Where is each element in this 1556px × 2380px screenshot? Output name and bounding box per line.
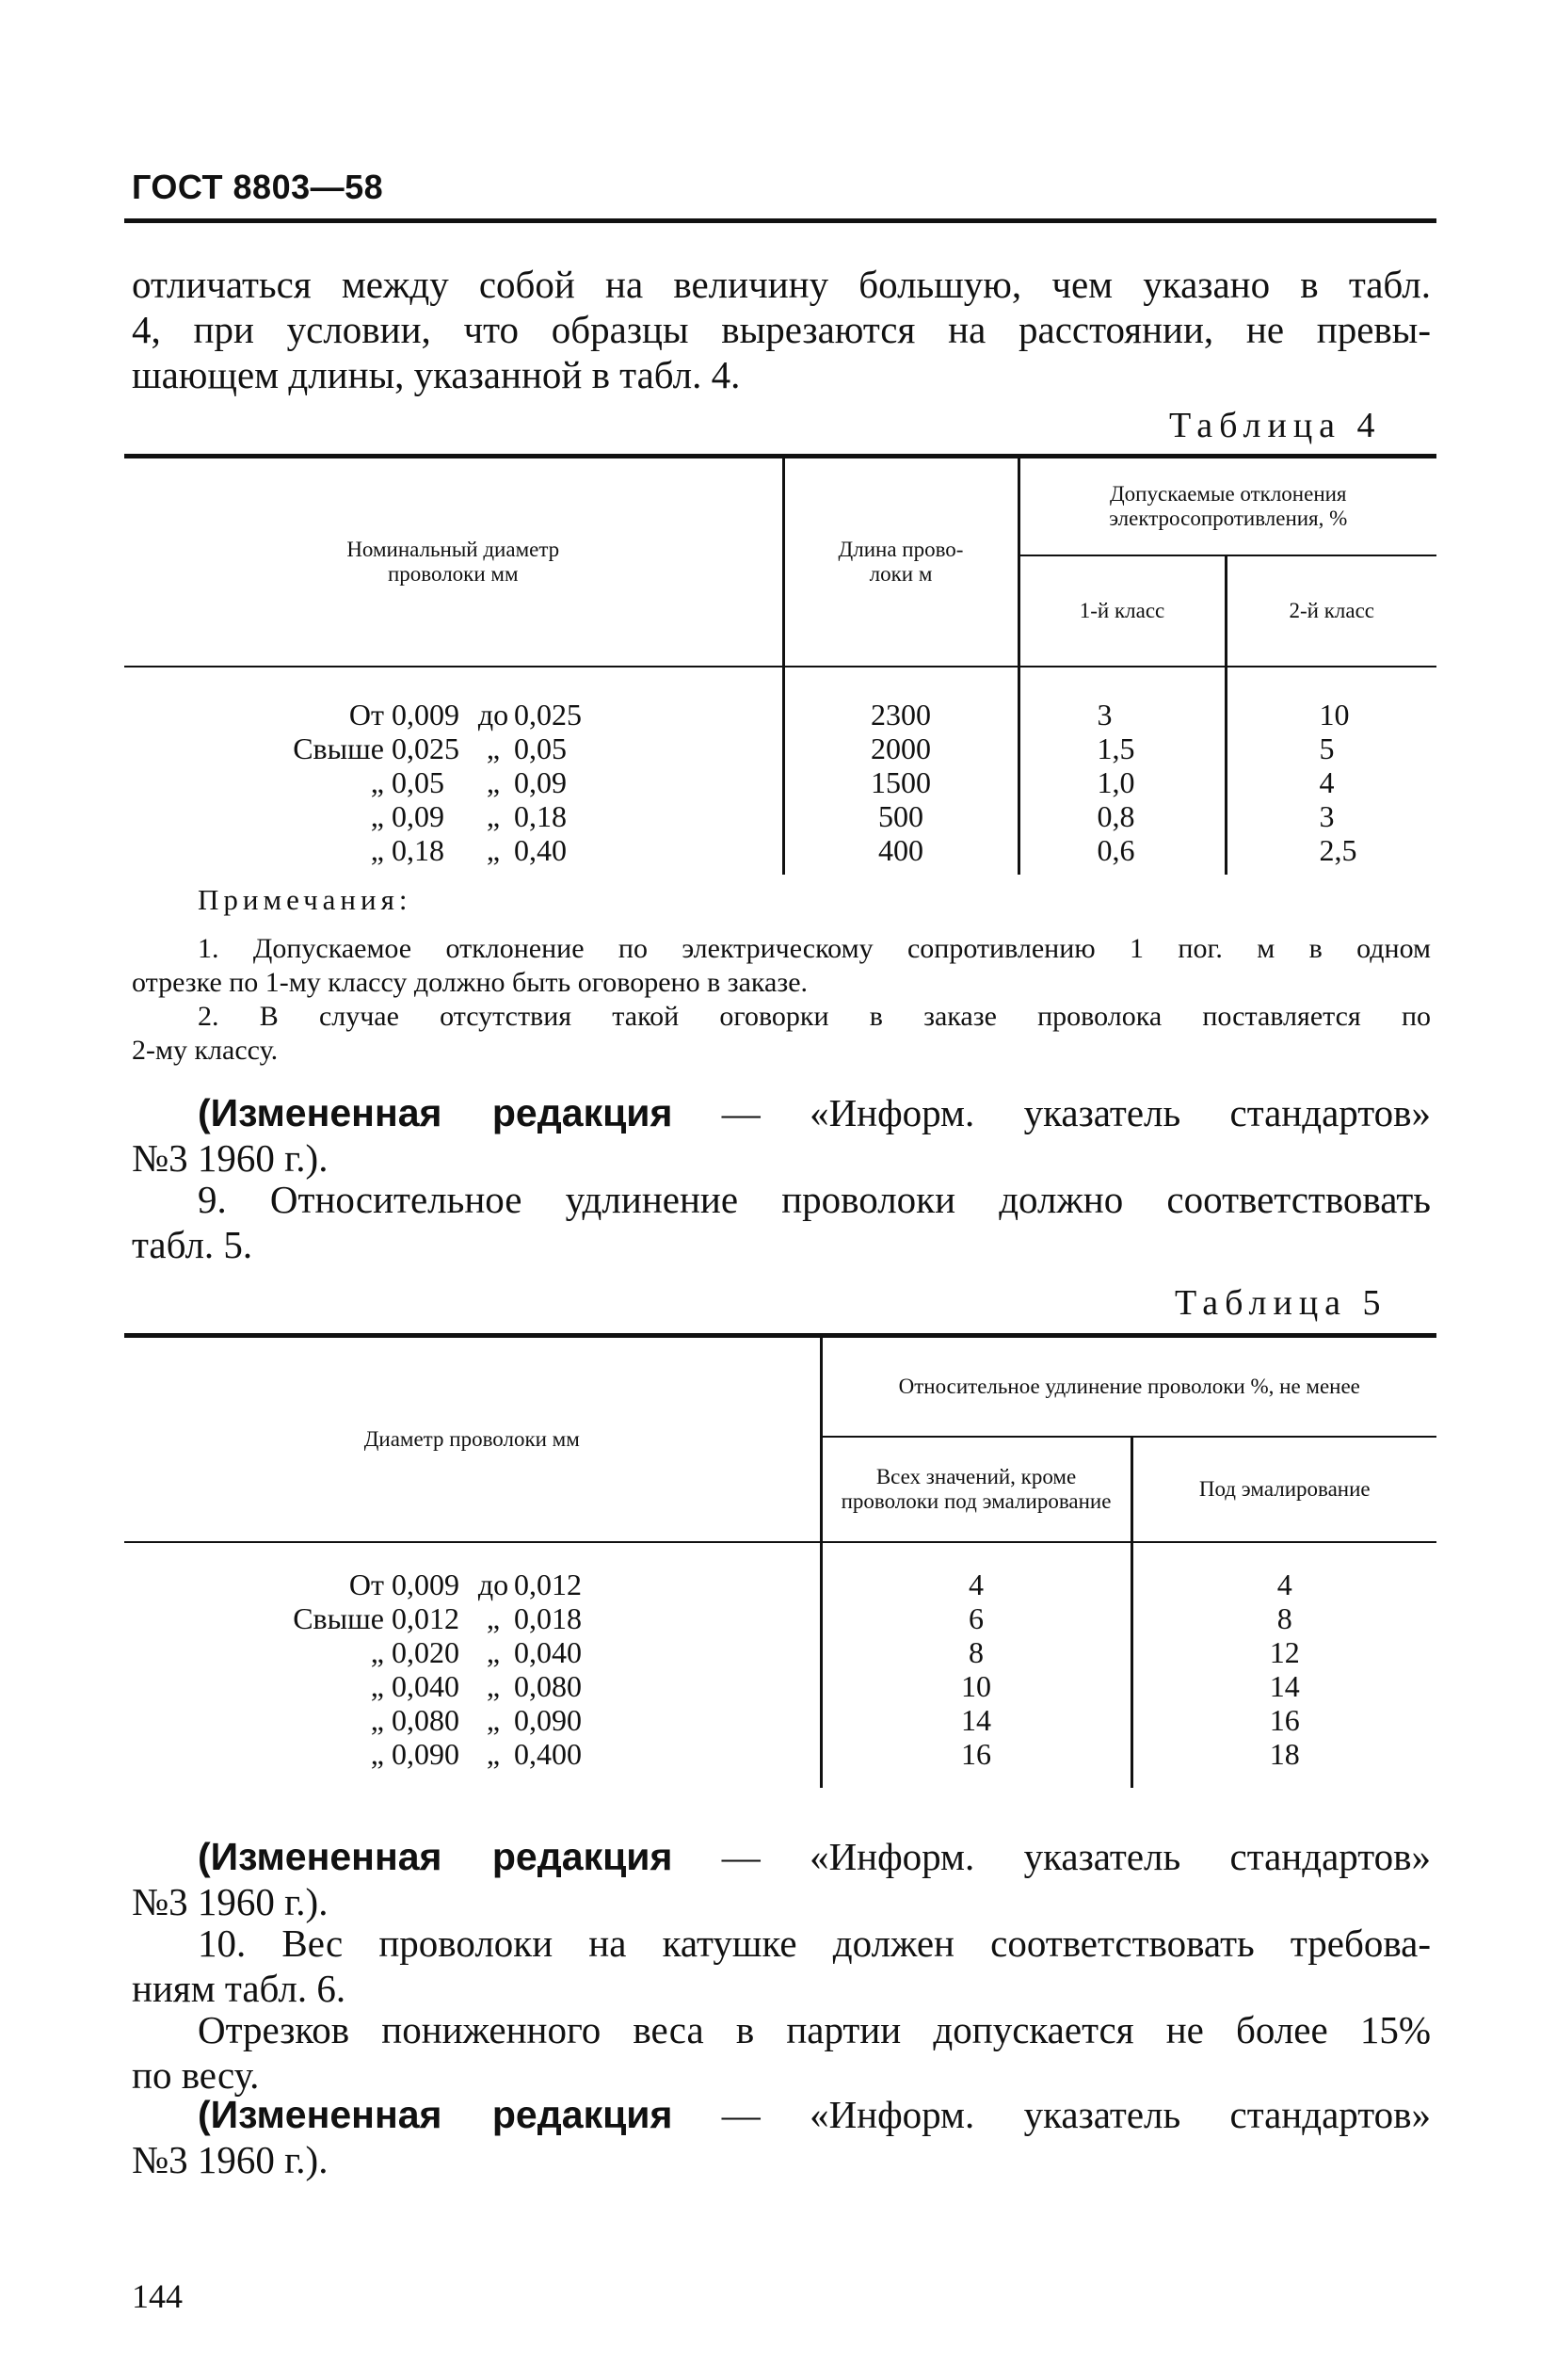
item-10 (132, 1921, 1431, 2011)
elongation-enamel-value: 4 (1276, 1568, 1292, 1601)
amendment-date: №3 1960 г.). (132, 1880, 329, 1923)
note-line: 2-му классу. (132, 1035, 279, 1066)
document-header: ГОСТ 8803—58 (132, 168, 384, 206)
class2-deviation-value: 4 (1319, 765, 1335, 799)
class2-deviation-value: 3 (1319, 799, 1335, 833)
diameter-prefix: От (348, 698, 384, 732)
table4-diameter-cell (124, 667, 783, 875)
amendment-bold: (Измененная редакция (198, 1835, 673, 1878)
diameter-prefix: От (348, 1568, 384, 1601)
class2-deviation-value: 5 (1319, 732, 1335, 765)
diameter-to: 0,05 (514, 732, 567, 765)
diameter-from: 0,009 (392, 1568, 459, 1601)
amendment-date: №3 1960 г.). (132, 2138, 329, 2181)
class1-deviation-value: 1,0 (1097, 765, 1135, 799)
amendment-date: №3 1960 г.). (132, 1136, 329, 1180)
diameter-range (256, 799, 782, 833)
diameter-from: 0,09 (392, 799, 444, 833)
diameter-sep: „ (486, 1635, 501, 1669)
diameter-range (256, 1737, 820, 1771)
diameter-sep: „ (486, 1669, 501, 1703)
diameter-from: 0,040 (392, 1669, 459, 1703)
item-9-line: 9. Относительное удлинение проволоки должно соответствовать (198, 1178, 1431, 1221)
elongation-enamel-value: 16 (1269, 1703, 1300, 1737)
table5-all-cell (821, 1542, 1131, 1788)
table4-header-class1: 1-й класс (1019, 555, 1226, 667)
page-number: 144 (132, 2277, 183, 2315)
diameter-from: 0,090 (392, 1737, 459, 1771)
diameter-range (256, 1669, 820, 1703)
wire-length-value: 400 (878, 833, 923, 867)
note-line: 2. В случае отсутствия такой оговорки в заказе проволока поставляется по (198, 1001, 1431, 1032)
table5 (124, 1333, 1436, 1788)
class1-deviation-value: 0,8 (1097, 799, 1135, 833)
diameter-sep: „ (486, 765, 501, 799)
amendment-bold: (Измененная редакция (198, 2093, 673, 2136)
elongation-all-value: 6 (969, 1601, 984, 1635)
table5-header-all: Всех значений, кроме проволоки под эмалирование (821, 1437, 1131, 1542)
intro-paragraph (132, 262, 1431, 397)
elongation-enamel-value: 8 (1276, 1601, 1292, 1635)
wire-length-value: 2300 (871, 698, 931, 732)
amendment-1 (132, 1090, 1431, 1181)
cuts-line: по весу. (132, 2053, 260, 2097)
intro-line: шающем длины, указанной в табл. 4. (132, 353, 741, 396)
diameter-to: 0,400 (514, 1737, 582, 1771)
diameter-from: 0,080 (392, 1703, 459, 1737)
diameter-from: 0,05 (392, 765, 444, 799)
diameter-to: 0,018 (514, 1601, 582, 1635)
table4-header-diameter: Номинальный диаметр проволоки мм (124, 457, 783, 667)
diameter-to: 0,012 (514, 1568, 582, 1601)
diameter-range (256, 1635, 820, 1669)
intro-line: отличаться между собой на величину большую, чем указано в табл. (132, 263, 1431, 306)
diameter-range (256, 1568, 820, 1601)
diameter-sep: „ (486, 1703, 501, 1737)
diameter-sep: „ (486, 799, 501, 833)
note-line: 1. Допускаемое отклонение по электрическому сопротивлению 1 пог. м в одном (198, 933, 1431, 964)
amendment-2 (132, 1834, 1431, 1924)
diameter-range (256, 732, 782, 765)
diameter-prefix: „ (370, 1737, 384, 1771)
diameter-range (256, 698, 782, 732)
diameter-to: 0,090 (514, 1703, 582, 1737)
wire-length-value: 500 (878, 799, 923, 833)
amendment-text: — «Информ. указатель стандартов» (721, 1835, 1431, 1878)
class2-deviation-value: 10 (1319, 698, 1350, 732)
table4 (124, 454, 1436, 875)
amendment-text: — «Информ. указатель стандартов» (721, 1091, 1431, 1134)
table4-caption: Таблица 4 (1169, 406, 1382, 445)
notes-heading: Примечания: (198, 883, 412, 916)
diameter-range (256, 1703, 820, 1737)
notes-block (132, 883, 1431, 1068)
elongation-all-value: 16 (961, 1737, 991, 1771)
diameter-prefix: „ (370, 1635, 384, 1669)
diameter-sep: до (477, 1568, 509, 1601)
diameter-to: 0,40 (514, 833, 567, 867)
class1-deviation-value: 0,6 (1097, 833, 1135, 867)
table4-header-length: Длина прово- локи м (783, 457, 1019, 667)
diameter-from: 0,009 (392, 698, 459, 732)
table5-diameter-cell (124, 1542, 821, 1788)
amendment-bold: (Измененная редакция (198, 1091, 673, 1134)
item-10-line: ниям табл. 6. (132, 1967, 346, 2010)
diameter-range (256, 765, 782, 799)
amendment-text: — «Информ. указатель стандартов» (721, 2093, 1431, 2136)
diameter-sep: до (477, 698, 509, 732)
elongation-enamel-value: 18 (1269, 1737, 1300, 1771)
table5-caption: Таблица 5 (1175, 1283, 1388, 1323)
diameter-to: 0,040 (514, 1635, 582, 1669)
cuts-line: Отрезков пониженного веса в партии допускается не более 15% (198, 2008, 1431, 2051)
diameter-prefix: Свыше (293, 732, 384, 765)
diameter-sep: „ (486, 1737, 501, 1771)
diameter-prefix: „ (370, 799, 384, 833)
table5-header-group: Относительное удлинение проволоки %, не менее (821, 1336, 1436, 1438)
diameter-from: 0,025 (392, 732, 459, 765)
diameter-sep: „ (486, 833, 501, 867)
diameter-to: 0,080 (514, 1669, 582, 1703)
elongation-enamel-value: 12 (1269, 1635, 1300, 1669)
elongation-enamel-value: 14 (1269, 1669, 1300, 1703)
diameter-from: 0,18 (392, 833, 444, 867)
item-9-line: табл. 5. (132, 1223, 253, 1266)
table4-class1-cell (1019, 667, 1226, 875)
table5-header-diameter: Диаметр проволоки мм (124, 1336, 821, 1543)
class1-deviation-value: 3 (1097, 698, 1113, 732)
elongation-all-value: 14 (961, 1703, 991, 1737)
diameter-sep: „ (486, 1601, 501, 1635)
diameter-prefix: „ (370, 1669, 384, 1703)
table4-header-group: Допускаемые отклонения электросопротивления, % (1019, 457, 1436, 555)
amendment-3 (132, 2092, 1431, 2182)
class1-deviation-value: 1,5 (1097, 732, 1135, 765)
item-10-line: 10. Вес проволоки на катушке должен соответствовать требова- (198, 1922, 1431, 1965)
diameter-from: 0,020 (392, 1635, 459, 1669)
note-line: отрезке по 1-му классу должно быть оговорено в заказе. (132, 967, 809, 998)
table4-length-cell (783, 667, 1019, 875)
wire-length-value: 2000 (871, 732, 931, 765)
diameter-prefix: „ (370, 833, 384, 867)
elongation-all-value: 4 (969, 1568, 984, 1601)
diameter-range (256, 1601, 820, 1635)
diameter-sep: „ (486, 732, 501, 765)
class2-deviation-value: 2,5 (1319, 833, 1357, 867)
diameter-from: 0,012 (392, 1601, 459, 1635)
diameter-to: 0,025 (514, 698, 582, 732)
diameter-range (256, 833, 782, 867)
cuts-paragraph (132, 2007, 1431, 2098)
intro-line: 4, при условии, что образцы вырезаются на расстоянии, не превы- (132, 308, 1431, 351)
header-rule (124, 218, 1436, 223)
elongation-all-value: 8 (969, 1635, 984, 1669)
diameter-prefix: „ (370, 1703, 384, 1737)
table4-class2-cell (1226, 667, 1436, 875)
item-9 (132, 1177, 1431, 1267)
table5-header-enamel: Под эмалирование (1131, 1437, 1436, 1542)
table5-enamel-cell (1131, 1542, 1436, 1788)
diameter-prefix: „ (370, 765, 384, 799)
diameter-to: 0,09 (514, 765, 567, 799)
diameter-prefix: Свыше (293, 1601, 384, 1635)
elongation-all-value: 10 (961, 1669, 991, 1703)
diameter-to: 0,18 (514, 799, 567, 833)
table4-header-class2: 2-й класс (1226, 555, 1436, 667)
wire-length-value: 1500 (871, 765, 931, 799)
